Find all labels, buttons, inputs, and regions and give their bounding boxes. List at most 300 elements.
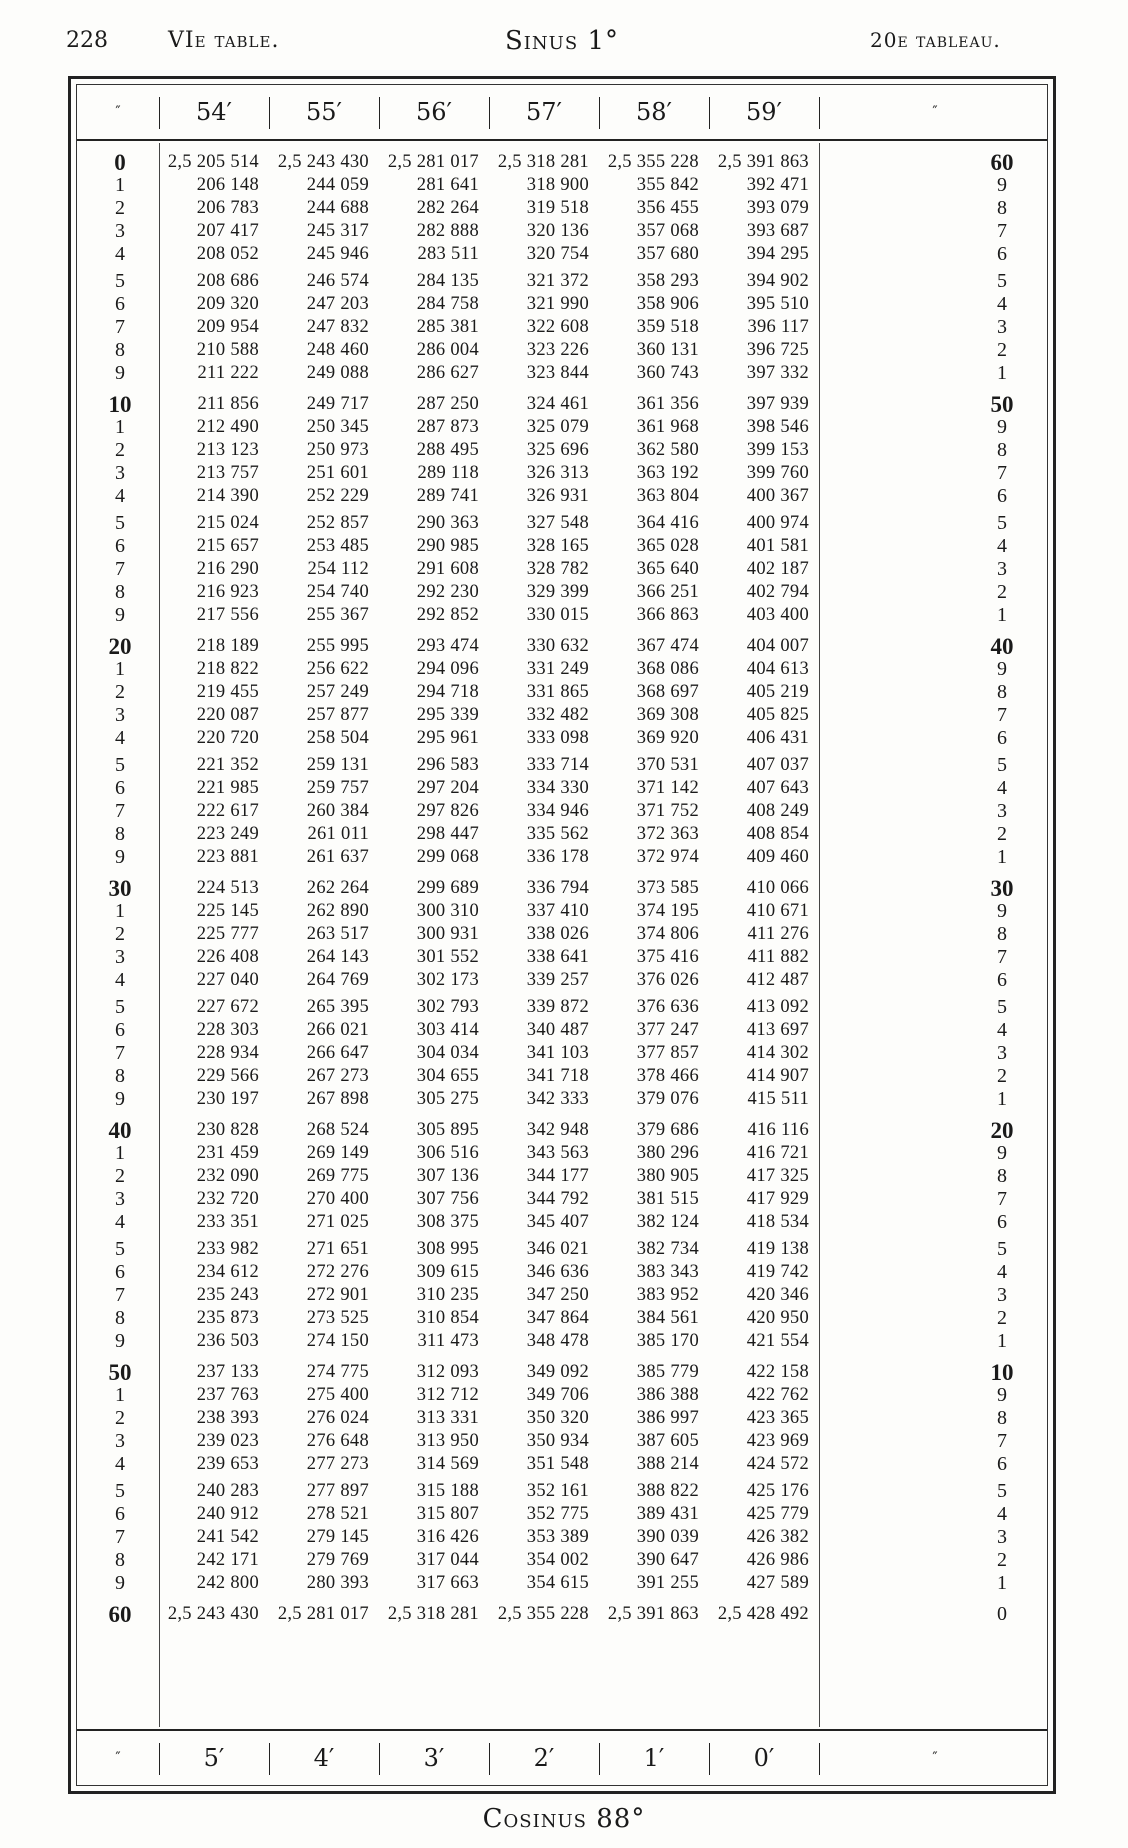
row-seconds-right: 1 xyxy=(997,1088,1007,1110)
table-row xyxy=(77,293,1047,316)
column-rule xyxy=(159,143,160,1727)
row-seconds-left: 3 xyxy=(115,946,125,968)
row-seconds-right: 2 xyxy=(997,581,1007,603)
log-value-cell: 312 093 xyxy=(416,1362,479,1382)
row-seconds-left: 1 xyxy=(115,1384,125,1406)
footer-col-minute-5: 1′ xyxy=(643,1744,665,1772)
log-value-cell: 302 793 xyxy=(416,997,479,1017)
log-value-cell: 341 718 xyxy=(526,1066,589,1086)
log-value-cell: 309 615 xyxy=(416,1262,479,1282)
row-seconds-right: 4 xyxy=(997,1503,1007,1525)
log-value-cell: 334 946 xyxy=(526,801,589,821)
log-value-cell: 270 400 xyxy=(306,1189,369,1209)
log-value-cell: 245 946 xyxy=(306,244,369,264)
footer-col-divider xyxy=(709,1743,710,1775)
log-value-cell: 407 037 xyxy=(746,755,809,775)
row-seconds-left: 3 xyxy=(115,1188,125,1210)
row-seconds-right: 3 xyxy=(997,1526,1007,1548)
page-title: Sinus 1° xyxy=(505,26,619,56)
table-row xyxy=(77,151,1047,174)
footer-col-seconds-right: ″ xyxy=(932,1750,938,1766)
log-value-cell: 227 672 xyxy=(196,997,259,1017)
row-seconds-right: 5 xyxy=(997,996,1007,1018)
table-row xyxy=(77,1211,1047,1234)
log-value-cell: 322 608 xyxy=(526,317,589,337)
row-seconds-left: 4 xyxy=(115,969,125,991)
log-value-cell: 332 482 xyxy=(526,705,589,725)
log-value-cell: 368 086 xyxy=(636,659,699,679)
log-value-cell: 417 325 xyxy=(746,1166,809,1186)
log-value-cell: 319 518 xyxy=(526,198,589,218)
row-seconds-right: 4 xyxy=(997,1019,1007,1041)
log-value-cell: 293 474 xyxy=(416,636,479,656)
log-value-cell: 365 640 xyxy=(636,559,699,579)
header-col-minute-3: 56′ xyxy=(416,98,452,126)
header-col-divider xyxy=(819,97,820,129)
table-row xyxy=(77,1088,1047,1111)
row-seconds-left: 2 xyxy=(115,923,125,945)
log-value-cell: 258 504 xyxy=(306,728,369,748)
log-value-cell: 342 948 xyxy=(526,1120,589,1140)
log-value-cell: 350 934 xyxy=(526,1431,589,1451)
footer-col-divider xyxy=(379,1743,380,1775)
log-value-cell: 261 011 xyxy=(307,824,369,844)
row-seconds-right: 7 xyxy=(997,1188,1007,1210)
log-value-cell: 2,5 281 017 xyxy=(277,1604,369,1624)
log-value-cell: 389 431 xyxy=(636,1504,699,1524)
log-value-cell: 312 712 xyxy=(416,1385,479,1405)
log-value-cell: 224 513 xyxy=(196,878,259,898)
header-col-seconds-left: ″ xyxy=(115,104,121,120)
footer-col-seconds-left: ″ xyxy=(115,1750,121,1766)
table-row xyxy=(77,923,1047,946)
log-value-cell: 247 832 xyxy=(306,317,369,337)
log-value-cell: 311 473 xyxy=(417,1331,479,1351)
log-value-cell: 252 229 xyxy=(306,486,369,506)
log-value-cell: 297 204 xyxy=(416,778,479,798)
row-seconds-right: 3 xyxy=(997,1042,1007,1064)
log-value-cell: 352 775 xyxy=(526,1504,589,1524)
table-row xyxy=(77,439,1047,462)
log-value-cell: 379 686 xyxy=(636,1120,699,1140)
log-value-cell: 232 090 xyxy=(196,1166,259,1186)
row-seconds-left: 9 xyxy=(115,362,125,384)
log-value-cell: 402 794 xyxy=(746,582,809,602)
row-seconds-left: 60 xyxy=(108,1602,132,1627)
log-value-cell: 422 762 xyxy=(746,1385,809,1405)
log-value-cell: 410 671 xyxy=(746,901,809,921)
row-seconds-left: 7 xyxy=(115,1284,125,1306)
row-seconds-left: 5 xyxy=(115,512,125,534)
log-value-cell: 215 024 xyxy=(196,513,259,533)
log-value-cell: 342 333 xyxy=(526,1089,589,1109)
log-value-cell: 329 399 xyxy=(526,582,589,602)
log-value-cell: 267 273 xyxy=(306,1066,369,1086)
header-col-divider xyxy=(489,97,490,129)
log-value-cell: 392 471 xyxy=(746,175,809,195)
row-seconds-right: 9 xyxy=(997,1384,1007,1406)
row-seconds-right: 4 xyxy=(997,1261,1007,1283)
log-value-cell: 206 783 xyxy=(196,198,259,218)
log-value-cell: 290 985 xyxy=(416,536,479,556)
running-head xyxy=(0,0,1128,70)
log-value-cell: 228 934 xyxy=(196,1043,259,1063)
row-seconds-right: 2 xyxy=(997,1307,1007,1329)
log-value-cell: 333 714 xyxy=(526,755,589,775)
row-seconds-left: 7 xyxy=(115,558,125,580)
log-value-cell: 351 548 xyxy=(526,1454,589,1474)
row-seconds-right: 8 xyxy=(997,923,1007,945)
table-row xyxy=(77,754,1047,777)
log-value-cell: 426 986 xyxy=(746,1550,809,1570)
log-value-cell: 363 804 xyxy=(636,486,699,506)
table-inner xyxy=(76,84,1048,1786)
table-row xyxy=(77,197,1047,220)
table-row xyxy=(77,1480,1047,1503)
log-value-cell: 357 068 xyxy=(636,221,699,241)
log-value-cell: 262 890 xyxy=(306,901,369,921)
log-value-cell: 269 775 xyxy=(306,1166,369,1186)
row-seconds-right: 2 xyxy=(997,823,1007,845)
log-value-cell: 426 382 xyxy=(746,1527,809,1547)
log-value-cell: 235 243 xyxy=(196,1285,259,1305)
log-value-cell: 408 249 xyxy=(746,801,809,821)
log-value-cell: 380 296 xyxy=(636,1143,699,1163)
row-seconds-left: 7 xyxy=(115,800,125,822)
table-row xyxy=(77,339,1047,362)
table-row xyxy=(77,1526,1047,1549)
row-seconds-left: 0 xyxy=(114,150,126,175)
row-seconds-left: 9 xyxy=(115,1572,125,1594)
log-value-cell: 298 447 xyxy=(416,824,479,844)
row-seconds-left: 7 xyxy=(115,1526,125,1548)
log-value-cell: 272 276 xyxy=(306,1262,369,1282)
row-seconds-right: 8 xyxy=(997,439,1007,461)
log-value-cell: 217 556 xyxy=(196,605,259,625)
log-value-cell: 207 417 xyxy=(196,221,259,241)
log-value-cell: 384 561 xyxy=(636,1308,699,1328)
log-value-cell: 326 931 xyxy=(526,486,589,506)
log-value-cell: 239 653 xyxy=(196,1454,259,1474)
table-row xyxy=(77,1165,1047,1188)
log-value-cell: 233 351 xyxy=(196,1212,259,1232)
log-value-cell: 369 308 xyxy=(636,705,699,725)
row-seconds-left: 6 xyxy=(115,535,125,557)
row-seconds-right: 5 xyxy=(997,270,1007,292)
row-seconds-right: 9 xyxy=(997,658,1007,680)
log-value-cell: 230 828 xyxy=(196,1120,259,1140)
row-seconds-left: 4 xyxy=(115,243,125,265)
log-value-cell: 366 251 xyxy=(636,582,699,602)
log-value-cell: 357 680 xyxy=(636,244,699,264)
log-value-cell: 415 511 xyxy=(747,1089,809,1109)
row-seconds-right: 5 xyxy=(997,512,1007,534)
row-seconds-left: 1 xyxy=(115,174,125,196)
log-value-cell: 260 384 xyxy=(306,801,369,821)
row-seconds-left: 1 xyxy=(115,416,125,438)
log-value-cell: 367 474 xyxy=(636,636,699,656)
row-seconds-right: 7 xyxy=(997,704,1007,726)
header-col-minute-6: 59′ xyxy=(746,98,782,126)
tableau-label: 20e tableau. xyxy=(870,28,1001,52)
log-value-cell: 247 203 xyxy=(306,294,369,314)
log-value-cell: 390 039 xyxy=(636,1527,699,1547)
log-value-cell: 386 388 xyxy=(636,1385,699,1405)
log-value-cell: 308 375 xyxy=(416,1212,479,1232)
log-value-cell: 2,5 205 514 xyxy=(167,152,259,172)
log-value-cell: 425 176 xyxy=(746,1481,809,1501)
log-value-cell: 228 303 xyxy=(196,1020,259,1040)
log-value-cell: 348 478 xyxy=(526,1331,589,1351)
log-value-cell: 372 363 xyxy=(636,824,699,844)
table-row xyxy=(77,1065,1047,1088)
row-seconds-right: 9 xyxy=(997,1142,1007,1164)
log-value-cell: 268 524 xyxy=(306,1120,369,1140)
log-value-cell: 242 171 xyxy=(196,1550,259,1570)
log-value-cell: 223 881 xyxy=(196,847,259,867)
log-value-cell: 307 756 xyxy=(416,1189,479,1209)
log-value-cell: 390 647 xyxy=(636,1550,699,1570)
log-value-cell: 225 145 xyxy=(196,901,259,921)
log-value-cell: 317 044 xyxy=(416,1550,479,1570)
log-value-cell: 404 007 xyxy=(746,636,809,656)
table-row xyxy=(77,681,1047,704)
log-value-cell: 221 352 xyxy=(196,755,259,775)
log-value-cell: 219 455 xyxy=(196,682,259,702)
log-value-cell: 289 741 xyxy=(416,486,479,506)
log-value-cell: 347 864 xyxy=(526,1308,589,1328)
row-seconds-right: 8 xyxy=(997,1407,1007,1429)
log-value-cell: 265 395 xyxy=(306,997,369,1017)
log-value-cell: 264 769 xyxy=(306,970,369,990)
log-value-cell: 346 636 xyxy=(526,1262,589,1282)
log-value-cell: 323 844 xyxy=(526,363,589,383)
log-value-cell: 362 580 xyxy=(636,440,699,460)
table-row xyxy=(77,393,1047,416)
log-value-cell: 2,5 243 430 xyxy=(167,1604,259,1624)
log-value-cell: 407 643 xyxy=(746,778,809,798)
log-value-cell: 427 589 xyxy=(746,1573,809,1593)
log-value-cell: 394 902 xyxy=(746,271,809,291)
row-seconds-right: 7 xyxy=(997,1430,1007,1452)
header-col-minute-5: 58′ xyxy=(636,98,672,126)
row-seconds-right: 20 xyxy=(990,1118,1014,1143)
header-col-divider xyxy=(159,97,160,129)
row-seconds-left: 2 xyxy=(115,681,125,703)
table-row xyxy=(77,581,1047,604)
table-row xyxy=(77,658,1047,681)
table-row xyxy=(77,1330,1047,1353)
log-value-cell: 236 503 xyxy=(196,1331,259,1351)
log-value-cell: 358 906 xyxy=(636,294,699,314)
log-value-cell: 232 720 xyxy=(196,1189,259,1209)
row-seconds-left: 1 xyxy=(115,1142,125,1164)
log-value-cell: 208 052 xyxy=(196,244,259,264)
log-value-cell: 323 226 xyxy=(526,340,589,360)
column-footer-row xyxy=(77,1729,1047,1785)
log-value-cell: 308 995 xyxy=(416,1239,479,1259)
page-number: 228 xyxy=(66,28,108,53)
log-value-cell: 302 173 xyxy=(416,970,479,990)
header-col-divider xyxy=(379,97,380,129)
log-value-cell: 218 822 xyxy=(196,659,259,679)
log-value-cell: 292 230 xyxy=(416,582,479,602)
log-value-cell: 229 566 xyxy=(196,1066,259,1086)
row-seconds-right: 7 xyxy=(997,220,1007,242)
log-value-cell: 370 531 xyxy=(636,755,699,775)
log-value-cell: 2,5 355 228 xyxy=(607,152,699,172)
log-value-cell: 336 178 xyxy=(526,847,589,867)
log-value-cell: 349 706 xyxy=(526,1385,589,1405)
log-value-cell: 353 389 xyxy=(526,1527,589,1547)
table-row xyxy=(77,220,1047,243)
log-value-cell: 361 356 xyxy=(636,394,699,414)
log-value-cell: 213 757 xyxy=(196,463,259,483)
log-value-cell: 284 758 xyxy=(416,294,479,314)
table-row xyxy=(77,1384,1047,1407)
log-value-cell: 244 059 xyxy=(306,175,369,195)
log-value-cell: 344 792 xyxy=(526,1189,589,1209)
log-value-cell: 396 725 xyxy=(746,340,809,360)
log-value-cell: 299 689 xyxy=(416,878,479,898)
log-value-cell: 406 431 xyxy=(746,728,809,748)
log-value-cell: 360 743 xyxy=(636,363,699,383)
log-value-cell: 285 381 xyxy=(416,317,479,337)
row-seconds-left: 8 xyxy=(115,1549,125,1571)
log-value-cell: 245 317 xyxy=(306,221,369,241)
log-value-cell: 209 320 xyxy=(196,294,259,314)
log-value-cell: 382 734 xyxy=(636,1239,699,1259)
log-value-cell: 253 485 xyxy=(306,536,369,556)
log-value-cell: 240 912 xyxy=(196,1504,259,1524)
table-row xyxy=(77,1407,1047,1430)
log-value-cell: 241 542 xyxy=(196,1527,259,1547)
log-value-cell: 383 952 xyxy=(636,1285,699,1305)
log-value-cell: 325 696 xyxy=(526,440,589,460)
log-value-cell: 340 487 xyxy=(526,1020,589,1040)
log-value-cell: 225 777 xyxy=(196,924,259,944)
row-seconds-left: 4 xyxy=(115,485,125,507)
table-row xyxy=(77,1142,1047,1165)
log-value-cell: 215 657 xyxy=(196,536,259,556)
log-value-cell: 2,5 428 492 xyxy=(717,1604,809,1624)
log-value-cell: 419 742 xyxy=(746,1262,809,1282)
table-row xyxy=(77,1019,1047,1042)
log-value-cell: 374 806 xyxy=(636,924,699,944)
log-value-cell: 272 901 xyxy=(306,1285,369,1305)
row-seconds-left: 4 xyxy=(115,1211,125,1233)
header-col-divider xyxy=(709,97,710,129)
table-row xyxy=(77,1603,1047,1626)
log-value-cell: 2,5 391 863 xyxy=(717,152,809,172)
footer-col-minute-6: 0′ xyxy=(753,1744,775,1772)
row-seconds-right: 2 xyxy=(997,1065,1007,1087)
row-seconds-right: 50 xyxy=(990,392,1014,417)
table-row xyxy=(77,1188,1047,1211)
log-value-cell: 417 929 xyxy=(746,1189,809,1209)
log-value-cell: 398 546 xyxy=(746,417,809,437)
log-value-cell: 418 534 xyxy=(746,1212,809,1232)
log-value-cell: 381 515 xyxy=(636,1189,699,1209)
footer-col-minute-3: 3′ xyxy=(423,1744,445,1772)
log-value-cell: 408 854 xyxy=(746,824,809,844)
log-value-cell: 237 133 xyxy=(196,1362,259,1382)
log-value-cell: 382 124 xyxy=(636,1212,699,1232)
log-value-cell: 376 636 xyxy=(636,997,699,1017)
row-seconds-left: 1 xyxy=(115,658,125,680)
header-col-minute-1: 54′ xyxy=(196,98,232,126)
header-col-divider xyxy=(599,97,600,129)
row-seconds-right: 9 xyxy=(997,416,1007,438)
log-value-cell: 276 024 xyxy=(306,1408,369,1428)
log-value-cell: 360 131 xyxy=(636,340,699,360)
log-value-cell: 414 302 xyxy=(746,1043,809,1063)
log-value-cell: 338 641 xyxy=(526,947,589,967)
table-label: VIe table. xyxy=(168,28,280,53)
log-value-cell: 313 950 xyxy=(416,1431,479,1451)
row-seconds-right: 6 xyxy=(997,1453,1007,1475)
log-value-cell: 334 330 xyxy=(526,778,589,798)
log-value-cell: 400 367 xyxy=(746,486,809,506)
footer-col-divider xyxy=(599,1743,600,1775)
table-row xyxy=(77,1042,1047,1065)
table-row xyxy=(77,604,1047,627)
log-value-cell: 391 255 xyxy=(636,1573,699,1593)
footer-col-divider xyxy=(819,1743,820,1775)
row-seconds-left: 8 xyxy=(115,823,125,845)
row-seconds-right: 8 xyxy=(997,681,1007,703)
row-seconds-right: 3 xyxy=(997,1284,1007,1306)
log-value-cell: 328 782 xyxy=(526,559,589,579)
table-row xyxy=(77,1307,1047,1330)
row-seconds-left: 50 xyxy=(108,1360,132,1385)
log-value-cell: 377 857 xyxy=(636,1043,699,1063)
table-row xyxy=(77,1549,1047,1572)
row-seconds-right: 8 xyxy=(997,1165,1007,1187)
log-value-cell: 255 995 xyxy=(306,636,369,656)
log-value-cell: 282 888 xyxy=(416,221,479,241)
log-value-cell: 371 752 xyxy=(636,801,699,821)
log-value-cell: 422 158 xyxy=(746,1362,809,1382)
log-value-cell: 248 460 xyxy=(306,340,369,360)
log-value-cell: 419 138 xyxy=(746,1239,809,1259)
row-seconds-left: 20 xyxy=(108,634,132,659)
log-value-cell: 286 004 xyxy=(416,340,479,360)
row-seconds-right: 6 xyxy=(997,969,1007,991)
footer-col-divider xyxy=(269,1743,270,1775)
log-value-cell: 314 569 xyxy=(416,1454,479,1474)
log-value-cell: 425 779 xyxy=(746,1504,809,1524)
log-value-cell: 230 197 xyxy=(196,1089,259,1109)
column-header-row xyxy=(77,85,1047,141)
row-seconds-right: 2 xyxy=(997,339,1007,361)
log-value-cell: 257 249 xyxy=(306,682,369,702)
log-value-cell: 305 275 xyxy=(416,1089,479,1109)
log-value-cell: 306 516 xyxy=(416,1143,479,1163)
log-value-cell: 226 408 xyxy=(196,947,259,967)
row-seconds-right: 8 xyxy=(997,197,1007,219)
log-value-cell: 273 525 xyxy=(306,1308,369,1328)
log-value-cell: 321 372 xyxy=(526,271,589,291)
log-value-cell: 330 015 xyxy=(526,605,589,625)
table-row xyxy=(77,946,1047,969)
log-value-cell: 326 313 xyxy=(526,463,589,483)
row-seconds-left: 6 xyxy=(115,1019,125,1041)
log-value-cell: 347 250 xyxy=(526,1285,589,1305)
log-value-cell: 385 779 xyxy=(636,1362,699,1382)
log-value-cell: 424 572 xyxy=(746,1454,809,1474)
log-value-cell: 393 687 xyxy=(746,221,809,241)
